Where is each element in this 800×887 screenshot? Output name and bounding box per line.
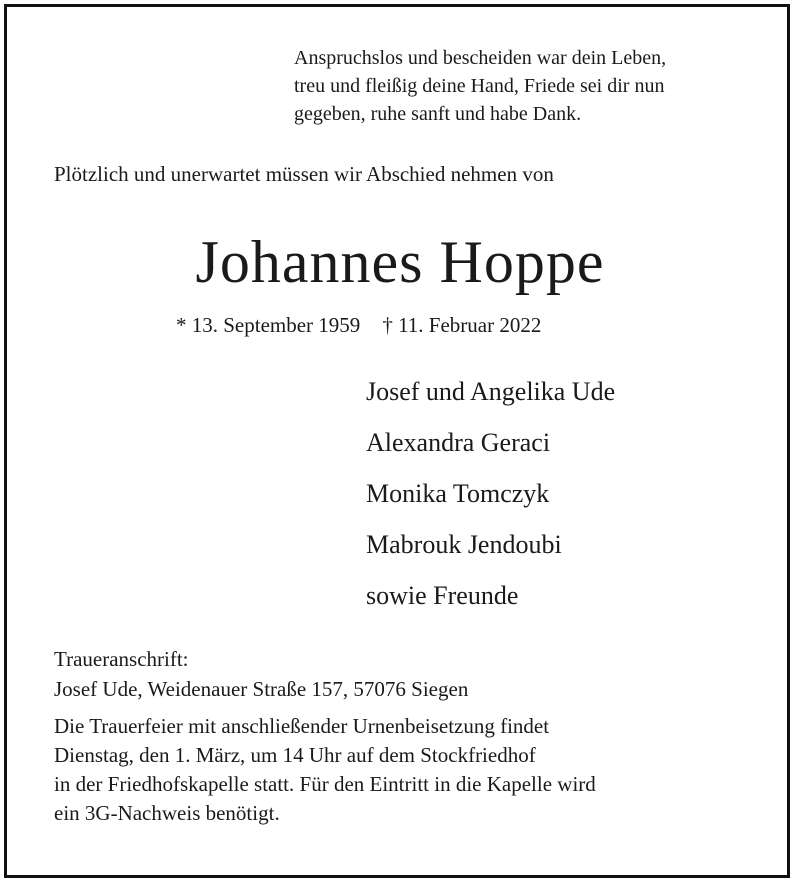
poem-line: treu und fleißig deine Hand, Friede sei dir nun <box>294 75 665 97</box>
service-line: in der Friedhofskapelle statt. Für den Eintritt in die Kapelle wird <box>54 772 596 796</box>
life-dates <box>176 310 541 340</box>
mourner-name: Mabrouk Jendoubi <box>366 530 562 559</box>
service-line: Dienstag, den 1. März, um 14 Uhr auf dem Stockfriedhof <box>54 743 536 767</box>
mourner-name: Alexandra Geraci <box>366 428 551 457</box>
mourner-name: sowie Freunde <box>366 581 519 610</box>
birth-date: * 13. September 1959 <box>176 313 361 337</box>
mourner-name: Josef und Angelika Ude <box>366 377 616 406</box>
mourners-list <box>366 366 615 621</box>
mourner-name: Monika Tomczyk <box>366 479 550 508</box>
deceased-name: Johannes Hoppe <box>195 229 605 295</box>
service-line: ein 3G-Nachweis benötigt. <box>54 801 280 825</box>
death-date: † 11. Februar 2022 <box>382 313 542 337</box>
service-line: Die Trauerfeier mit anschließender Urnenbeisetzung findet <box>54 714 550 738</box>
poem-line: gegeben, ruhe sanft und habe Dank. <box>294 103 582 125</box>
memorial-poem <box>294 44 764 128</box>
poem-line: Anspruchslos und bescheiden war dein Leben, <box>294 47 667 69</box>
funeral-service-info <box>54 712 764 828</box>
address-value: Josef Ude, Weidenauer Straße 157, 57076 Siegen <box>54 677 469 701</box>
address-label: Traueranschrift: <box>54 647 189 671</box>
mourning-address <box>54 644 468 704</box>
intro-text: Plötzlich und unerwartet müssen wir Abschied nehmen von <box>54 162 554 186</box>
